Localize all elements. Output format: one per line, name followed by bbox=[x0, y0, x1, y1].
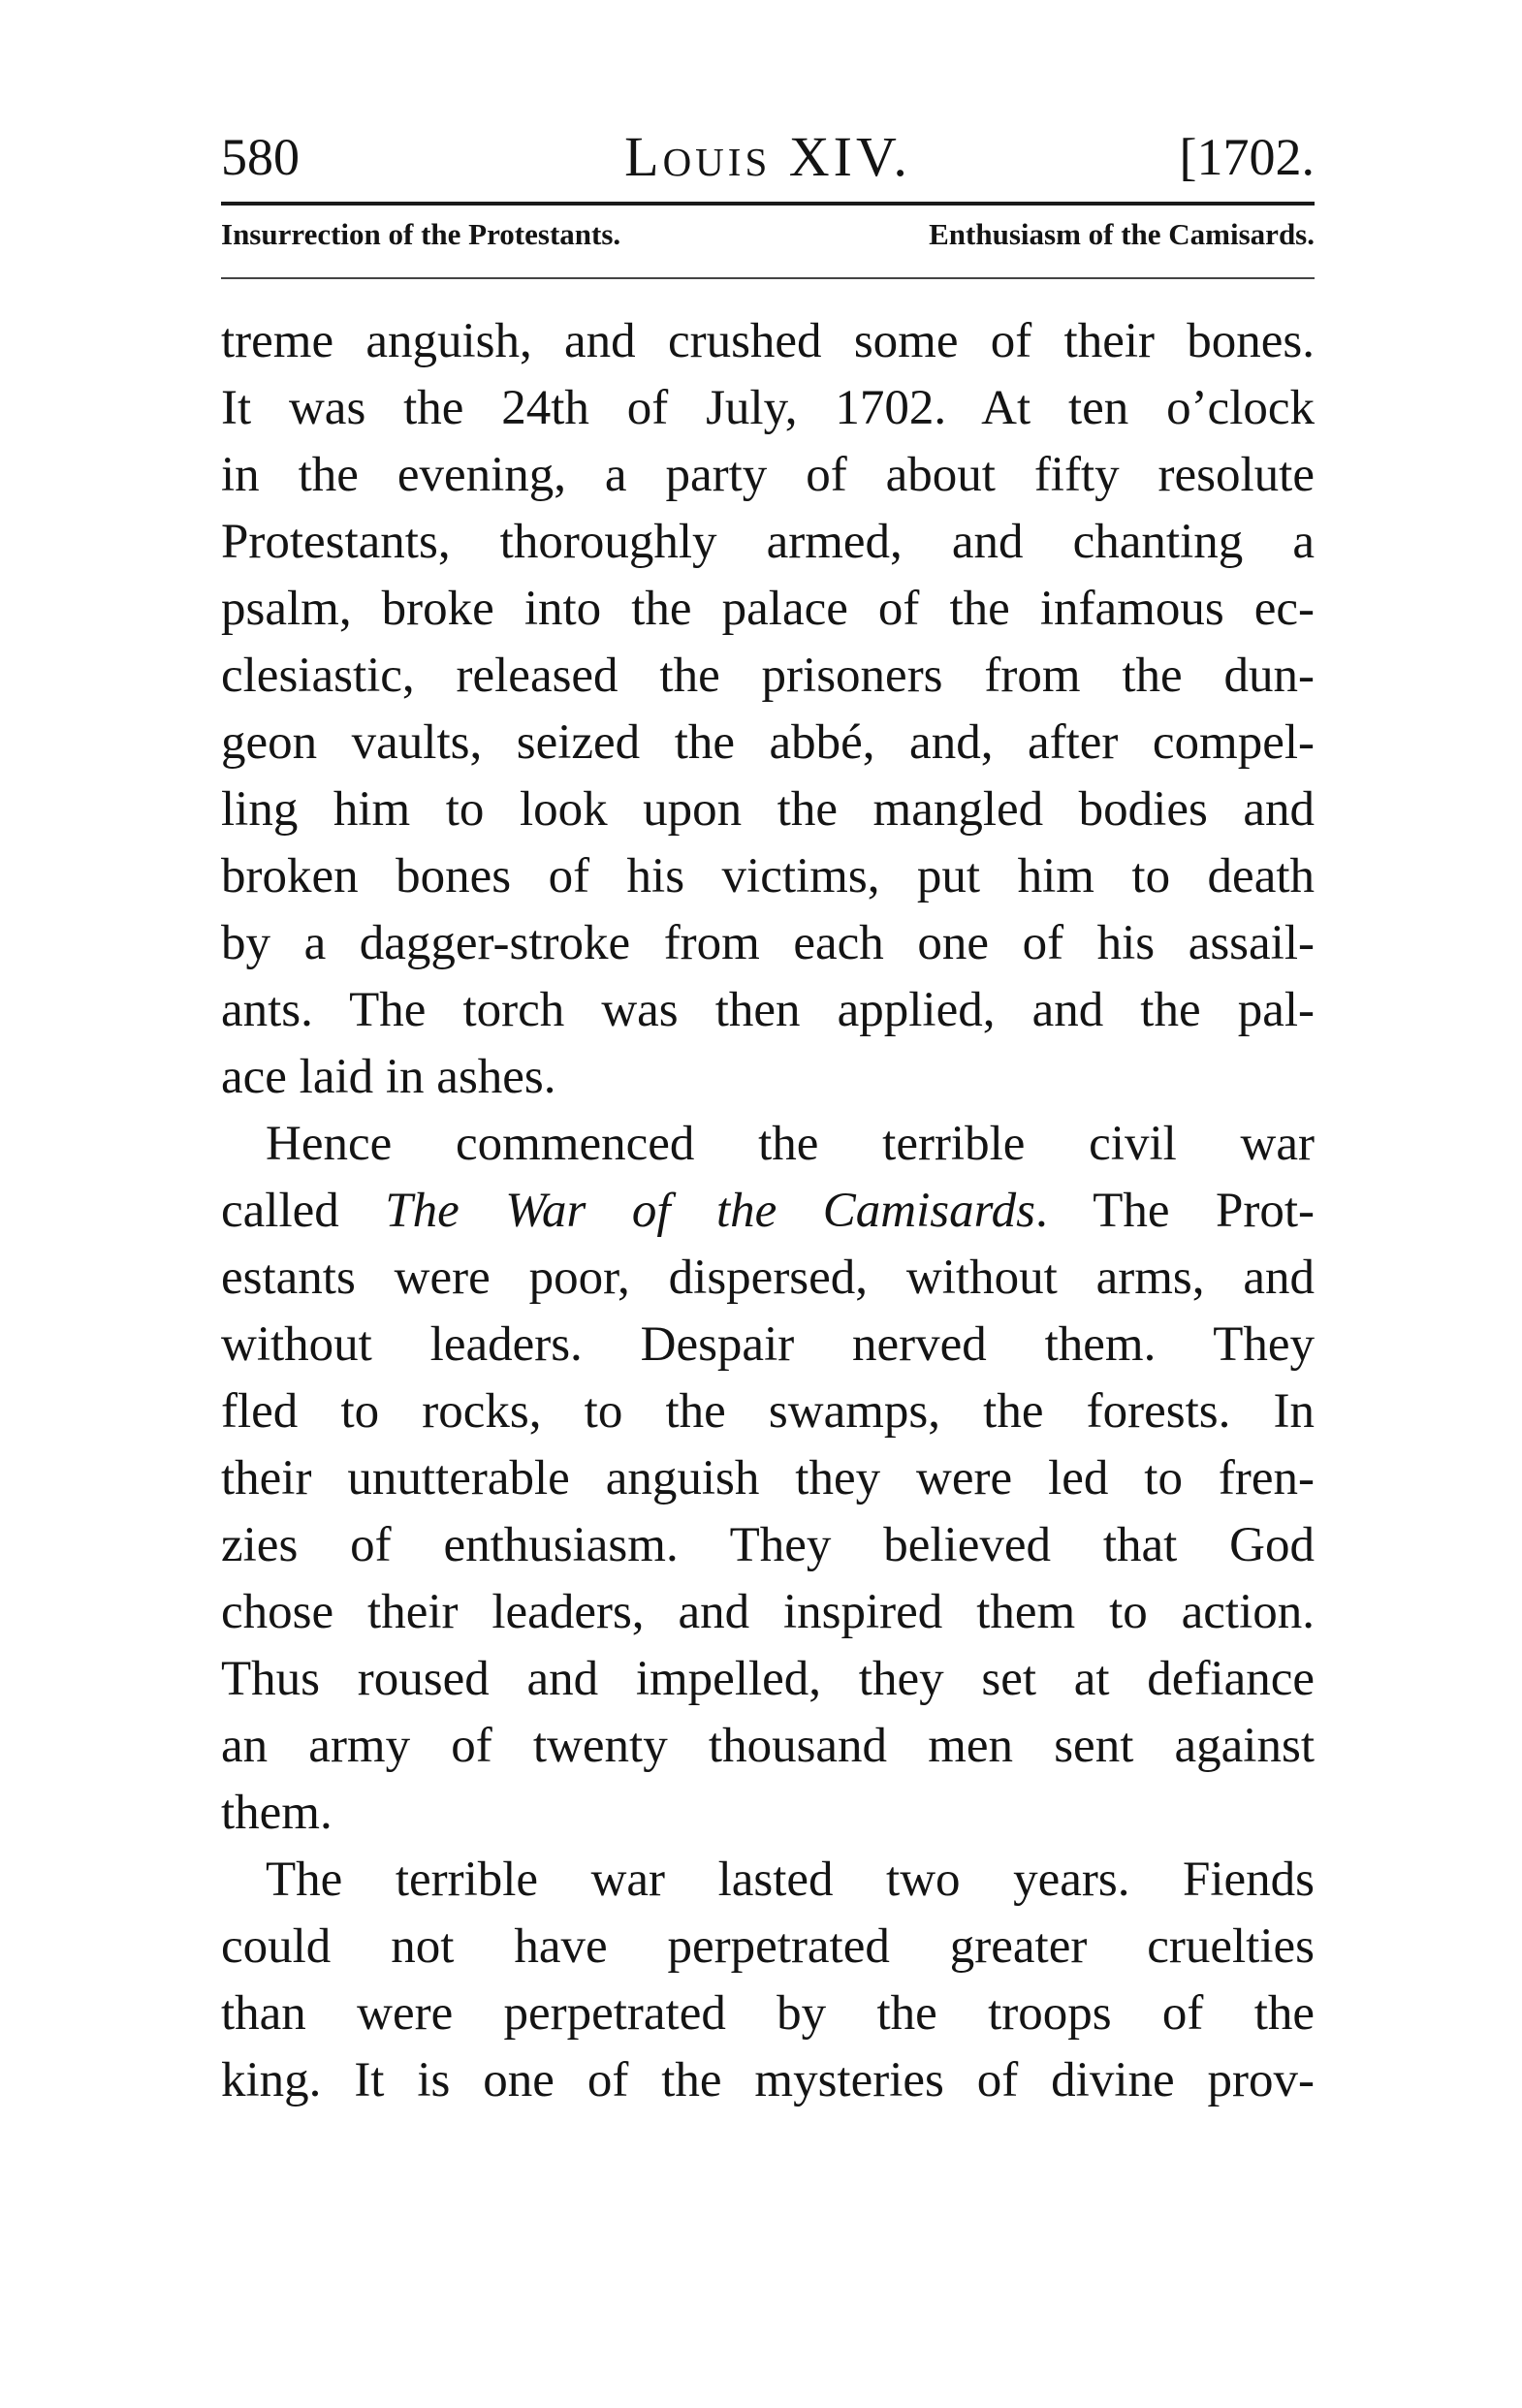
text-line: king. It is one of the mysteries of divine prov- bbox=[221, 2053, 1315, 2107]
text-line: called The War of the Camisards. The Prot- bbox=[221, 1184, 1316, 1238]
text-line: It was the 24th of July, 1702. At ten o’clock bbox=[221, 381, 1315, 435]
running-title: Louis XIV. bbox=[624, 125, 911, 188]
text-line: than were perpetrated by the troops of the bbox=[221, 1986, 1315, 2041]
header-rule bbox=[221, 202, 1315, 206]
text-line: psalm, broke into the palace of the infamous ec- bbox=[221, 582, 1315, 636]
text-line: their unutterable anguish they were led to fren- bbox=[221, 1451, 1315, 1505]
text-line: Hence commenced the terrible civil war bbox=[266, 1117, 1315, 1171]
header-year: [1702. bbox=[1179, 128, 1315, 186]
text-line: by a dagger-stroke from each one of his assail- bbox=[221, 916, 1315, 970]
text-line: them. bbox=[221, 1786, 333, 1840]
text-line: chose their leaders, and inspired them to action. bbox=[221, 1585, 1315, 1639]
text-line: fled to rocks, to the swamps, the forests. In bbox=[221, 1384, 1315, 1439]
subhead-right: Enthusiasm of the Camisards. bbox=[929, 217, 1315, 251]
page-header bbox=[221, 124, 1315, 194]
text-line: zies of enthusiasm. They believed that God bbox=[221, 1518, 1315, 1572]
text-line: The terrible war lasted two years. Fiends bbox=[266, 1853, 1315, 1907]
text-line: geon vaults, seized the abbé, and, after compel- bbox=[221, 715, 1315, 770]
text-line: ling him to look upon the mangled bodies and bbox=[221, 782, 1315, 837]
text-line: without leaders. Despair nerved them. They bbox=[221, 1317, 1315, 1372]
text-line: broken bones of his victims, put him to death bbox=[221, 849, 1315, 903]
text-line: treme anguish, and crushed some of their bones. bbox=[221, 314, 1315, 368]
text-line: Protestants, thoroughly armed, and chanting a bbox=[221, 515, 1315, 569]
text-line: Thus roused and impelled, they set at defiance bbox=[221, 1652, 1315, 1706]
body-text bbox=[221, 308, 1315, 2114]
italic-title: The War of the Camisards bbox=[385, 1184, 1035, 1238]
text-line: could not have perpetrated greater cruelties bbox=[221, 1919, 1315, 1974]
text-line: an army of twenty thousand men sent against bbox=[221, 1719, 1315, 1773]
text-line: clesiastic, released the prisoners from the dun- bbox=[221, 649, 1315, 703]
text-line: in the evening, a party of about fifty resolute bbox=[221, 448, 1315, 502]
text-line: estants were poor, dispersed, without arms, and bbox=[221, 1251, 1315, 1305]
subhead-left: Insurrection of the Protestants. bbox=[221, 217, 621, 251]
section-subheads bbox=[221, 213, 1315, 256]
text-line: ants. The torch was then applied, and the pal- bbox=[221, 983, 1315, 1037]
subhead-rule bbox=[221, 277, 1315, 279]
text-line: ace laid in ashes. bbox=[221, 1050, 556, 1104]
page-number: 580 bbox=[221, 128, 300, 186]
